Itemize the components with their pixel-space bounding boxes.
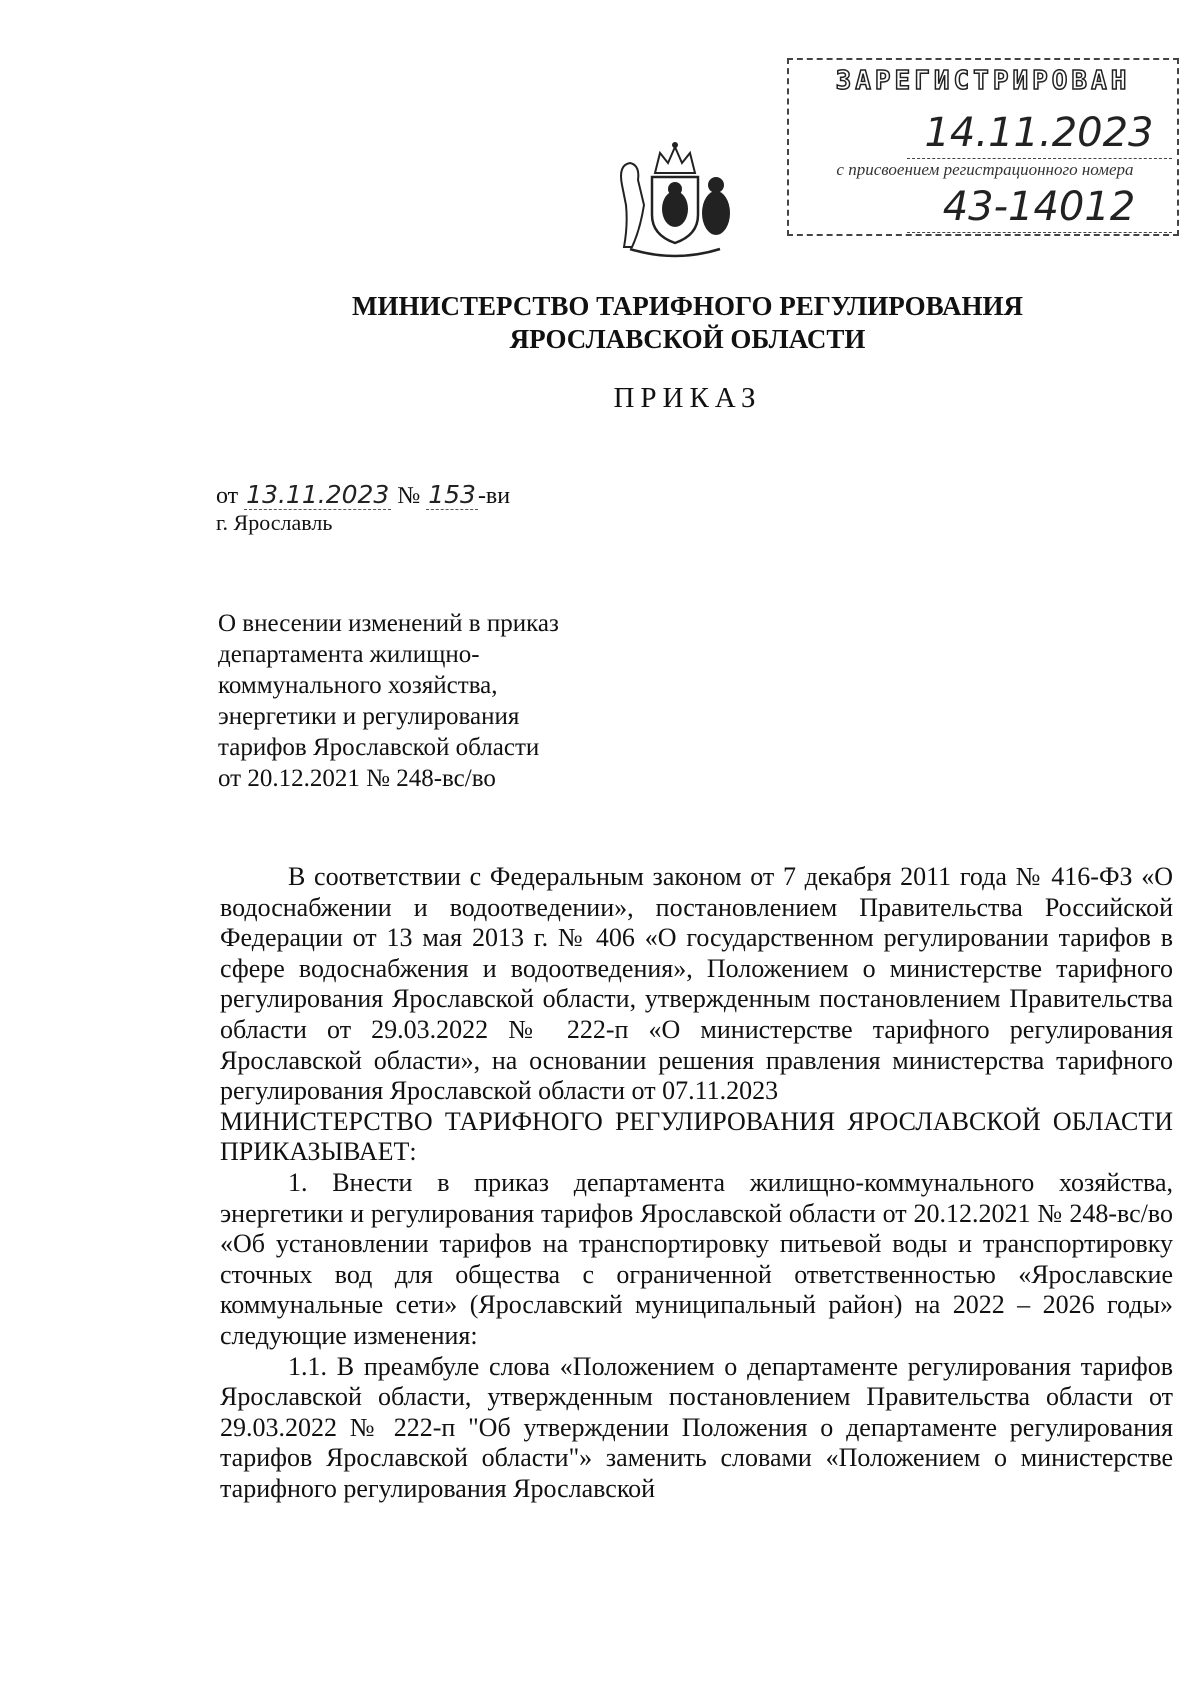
decree-paragraph: МИНИСТЕРСТВО ТАРИФНОГО РЕГУЛИРОВАНИЯ ЯРОСЛАВСКОЙ ОБЛАСТИ ПРИКАЗЫВАЕТ: xyxy=(220,1106,1173,1167)
order-subject xyxy=(218,608,618,794)
ministry-name xyxy=(200,290,1175,356)
stamp-caption: с присвоением регистрационного номера xyxy=(836,160,1134,179)
preamble-paragraph: В соответствии с Федеральным законом от 7 декабря 2011 года № 416-ФЗ «О водоснабжении и водоотведении», постановлением Правительства Российской Федерации от 13 мая 2013 г. № 406 «О государственном регулировании тарифов в сфере водоснабжения и водоотведения», Положением о министерстве тарифного регулирования Ярославской области, утвержденным постановлением Правительства области от 29.03.2022 № 222-п «О министерстве тарифного регулирования Ярославской области», на основании решения правления министерства тарифного регулирования Ярославской области от 07.11.2023 xyxy=(220,862,1173,1106)
registration-stamp xyxy=(787,58,1179,236)
document-type: ПРИКАЗ xyxy=(613,382,762,414)
stamp-title: ЗАРЕГИСТРИРОВАН xyxy=(835,66,1131,96)
order-from-label: от xyxy=(216,483,239,509)
order-body xyxy=(220,862,1173,1504)
stamp-date-underline xyxy=(907,158,1172,159)
order-number: 153 xyxy=(428,480,476,509)
coat-of-arms-icon xyxy=(610,135,740,265)
subject-line: от 20.12.2021 № 248-вс/во xyxy=(218,765,496,792)
subject-line: департамента жилищно- xyxy=(218,641,480,668)
stamp-date: 14.11.2023 xyxy=(924,110,1154,156)
order-number-suffix: -ви xyxy=(477,483,511,509)
subject-line: коммунального хозяйства, xyxy=(218,672,498,699)
item-1-paragraph: 1. Внести в приказ департамента жилищно-коммунального хозяйства, энергетики и регулирования тарифов Ярославской области от 20.12.2021 № 248-вс/во «Об установлении тарифов на транспортировку питьевой воды и транспортировку сточных вод для общества с ограниченной ответственностью «Ярославские коммунальные сети» (Ярославский муниципальный район) на 2022 – 2026 годы» следующие изменения: xyxy=(220,1167,1173,1350)
order-city: г. Ярославль xyxy=(216,510,333,535)
stamp-registration-number: 43-14012 xyxy=(942,184,1136,230)
subject-line: О внесении изменений в приказ xyxy=(218,610,559,637)
subject-line: тарифов Ярославской области xyxy=(218,734,540,761)
order-date: 13.11.2023 xyxy=(246,480,390,509)
stamp-number-underline xyxy=(907,232,1172,233)
ministry-name-line-1: МИНИСТЕРСТВО ТАРИФНОГО РЕГУЛИРОВАНИЯ xyxy=(352,291,1023,321)
order-date-number xyxy=(216,480,510,510)
subject-line: энергетики и регулирования xyxy=(218,703,520,730)
order-number-label: № xyxy=(397,483,421,509)
ministry-name-line-2: ЯРОСЛАВСКОЙ ОБЛАСТИ xyxy=(509,324,866,354)
item-1-1-paragraph: 1.1. В преамбуле слова «Положением о департаменте регулирования тарифов Ярославской области, утвержденным постановлением Правительства области от 29.03.2022 № 222-п "Об утверждении Положения о департаменте регулирования тарифов Ярославской области"» заменить словами «Положением о министерстве тарифного регулирования Ярославской xyxy=(220,1351,1173,1503)
